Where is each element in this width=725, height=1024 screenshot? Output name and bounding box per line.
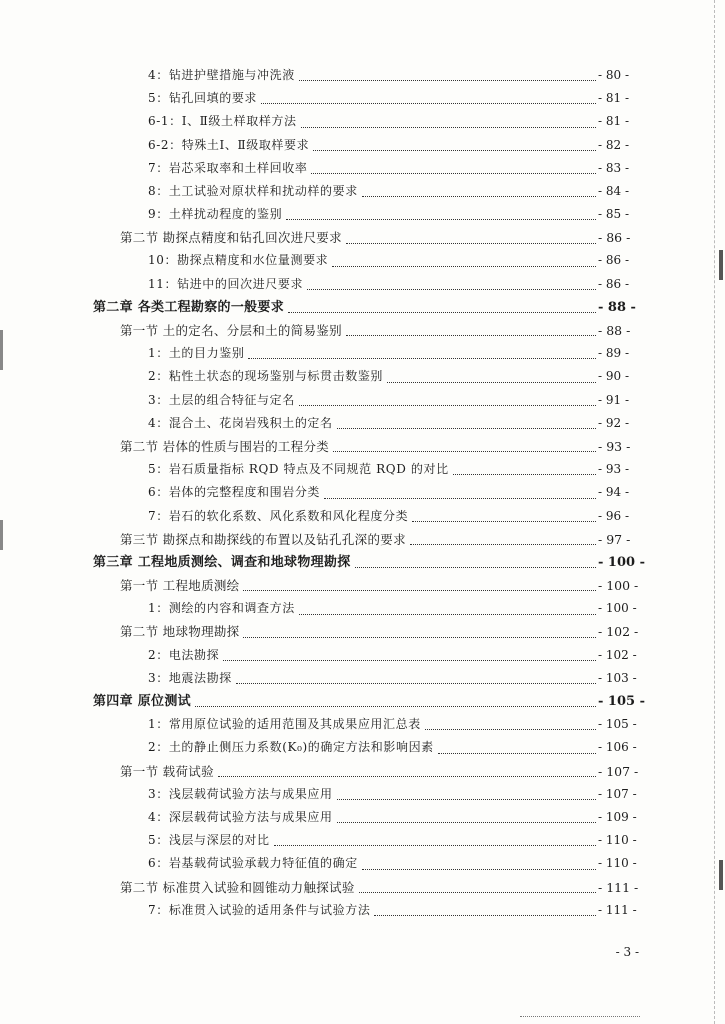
toc-entry-page: - 93 - — [598, 462, 630, 477]
toc-entry-label: 5：钻孔回填的要求 — [148, 91, 258, 106]
toc-section[interactable] — [0, 876, 640, 899]
dot-leader — [438, 752, 596, 754]
dot-leader — [243, 636, 596, 638]
toc-item[interactable] — [0, 110, 640, 133]
dot-leader — [195, 705, 596, 707]
dot-leader — [223, 659, 596, 661]
toc-item[interactable] — [0, 365, 640, 388]
dot-leader — [346, 334, 596, 336]
table-of-contents — [0, 64, 725, 922]
dot-leader — [301, 126, 596, 128]
toc-item[interactable] — [0, 899, 640, 922]
dot-leader — [299, 404, 596, 406]
toc-entry-label: 6：岩基载荷试验承载力特征值的确定 — [148, 856, 358, 871]
dot-leader — [261, 102, 596, 104]
toc-entry-page: - 83 - — [598, 160, 630, 175]
toc-entry-page: - 105 - — [598, 694, 645, 710]
toc-entry-label: 第一节 载荷试验 — [120, 763, 214, 779]
scan-mark — [0, 330, 3, 370]
toc-entry-label: 8：土工试验对原状样和扰动样的要求 — [148, 183, 358, 198]
dot-leader — [412, 520, 596, 522]
dot-leader — [299, 613, 596, 615]
dot-leader — [324, 497, 596, 499]
toc-item[interactable] — [0, 458, 640, 481]
toc-item[interactable] — [0, 134, 640, 157]
toc-item[interactable] — [0, 667, 640, 690]
toc-entry-page: - 90 - — [598, 369, 630, 384]
toc-entry-page: - 94 - — [598, 485, 630, 500]
toc-entry-page: - 85 - — [598, 207, 630, 222]
toc-entry-label: 第二章 各类工程勘察的一般要求 — [93, 299, 285, 315]
toc-entry-page: - 102 - — [598, 647, 637, 662]
toc-entry-page: - 86 - — [598, 230, 631, 246]
toc-entry-label: 2：电法勘探 — [148, 647, 220, 662]
toc-entry-label: 第二节 岩体的性质与围岩的工程分类 — [120, 438, 330, 454]
scan-mark — [719, 250, 723, 280]
toc-entry-label: 第二节 标准贯入试验和圆锥动力触探试验 — [120, 879, 355, 895]
toc-item[interactable] — [0, 829, 640, 852]
toc-entry-page: - 93 - — [598, 438, 631, 454]
scan-mark — [719, 860, 723, 890]
dot-leader — [355, 566, 596, 568]
toc-entry-page: - 96 - — [598, 508, 630, 523]
toc-entry-label: 4：钻进护壁措施与冲洗液 — [148, 67, 295, 82]
toc-entry-page: - 111 - — [598, 879, 639, 895]
toc-chapter[interactable] — [0, 690, 645, 713]
toc-entry-label: 7：标准贯入试验的适用条件与试验方法 — [148, 902, 371, 917]
toc-entry-label: 1：常用原位试验的适用范围及其成果应用汇总表 — [148, 717, 421, 732]
toc-entry-page: - 107 - — [598, 763, 639, 779]
dot-leader — [410, 543, 596, 545]
toc-entry-label: 7：岩石的软化系数、风化系数和风化程度分类 — [148, 508, 409, 523]
toc-chapter[interactable] — [0, 551, 645, 574]
toc-section[interactable] — [0, 226, 640, 249]
toc-item[interactable] — [0, 783, 640, 806]
dot-leader — [359, 891, 596, 893]
toc-entry-page: - 100 - — [598, 554, 645, 570]
toc-entry-page: - 81 - — [598, 91, 630, 106]
toc-entry-page: - 86 - — [598, 253, 630, 268]
toc-entry-label: 5：岩石质量指标 RQD 特点及不同规范 RQD 的对比 — [148, 462, 449, 477]
dot-leader — [337, 821, 596, 823]
toc-entry-page: - 92 - — [598, 415, 630, 430]
toc-item[interactable] — [0, 180, 640, 203]
toc-section[interactable] — [0, 528, 640, 551]
dot-leader — [362, 868, 596, 870]
toc-entry-page: - 82 - — [598, 137, 630, 152]
toc-item[interactable] — [0, 713, 640, 736]
toc-entry-page: - 103 - — [598, 670, 637, 685]
dot-leader — [299, 79, 596, 81]
dot-leader — [307, 288, 596, 290]
dot-leader — [332, 265, 596, 267]
toc-item[interactable] — [0, 203, 640, 226]
toc-entry-label: 10：勘探点精度和水位量测要求 — [148, 253, 329, 268]
toc-entry-label: 7：岩芯采取率和土样回收率 — [148, 160, 308, 175]
dot-leader — [286, 218, 596, 220]
toc-section[interactable] — [0, 574, 640, 597]
toc-entry-page: - 97 - — [598, 531, 631, 547]
toc-entry-page: - 102 - — [598, 624, 639, 640]
toc-entry-page: - 89 - — [598, 346, 630, 361]
dot-leader — [374, 914, 596, 916]
toc-entry-label: 3：地震法勘探 — [148, 670, 232, 685]
toc-entry-label: 5：浅层与深层的对比 — [148, 833, 270, 848]
toc-section[interactable] — [0, 435, 640, 458]
dot-leader — [243, 589, 596, 591]
toc-item[interactable] — [0, 157, 640, 180]
scan-mark — [0, 520, 3, 550]
toc-item[interactable] — [0, 412, 640, 435]
toc-entry-label: 3：土层的组合特征与定名 — [148, 392, 295, 407]
toc-entry-label: 第一节 工程地质测绘 — [120, 578, 240, 594]
toc-entry-page: - 91 - — [598, 392, 630, 407]
toc-entry-page: - 105 - — [598, 717, 637, 732]
dot-leader — [218, 775, 596, 777]
toc-entry-page: - 100 - — [598, 578, 639, 594]
toc-entry-page: - 100 - — [598, 601, 637, 616]
toc-entry-page: - 81 - — [598, 114, 630, 129]
toc-entry-page: - 107 - — [598, 786, 637, 801]
toc-entry-page: - 109 - — [598, 809, 637, 824]
toc-entry-label: 3：浅层载荷试验方法与成果应用 — [148, 786, 333, 801]
toc-entry-label: 9：土样扰动程度的鉴别 — [148, 207, 283, 222]
dot-leader — [362, 195, 596, 197]
toc-item[interactable] — [0, 481, 640, 504]
toc-entry-page: - 106 - — [598, 740, 637, 755]
scan-noise — [520, 1016, 640, 1023]
toc-entry-label: 6-2：特殊土Ⅰ、Ⅱ级取样要求 — [148, 137, 310, 152]
toc-item[interactable] — [0, 64, 640, 87]
dot-leader — [387, 381, 596, 383]
toc-entry-label: 4：混合土、花岗岩残积土的定名 — [148, 415, 333, 430]
toc-item[interactable] — [0, 87, 640, 110]
toc-entry-page: - 86 - — [598, 276, 630, 291]
toc-entry-page: - 80 - — [598, 67, 630, 82]
dot-leader — [425, 728, 596, 730]
toc-item[interactable] — [0, 250, 640, 273]
toc-entry-page: - 111 - — [598, 902, 637, 917]
dot-leader — [248, 357, 596, 359]
toc-item[interactable] — [0, 806, 640, 829]
toc-item[interactable] — [0, 505, 640, 528]
toc-item[interactable] — [0, 852, 640, 875]
dot-leader — [311, 172, 596, 174]
toc-entry-page: - 110 - — [598, 856, 637, 871]
page-number: - 3 - — [615, 945, 639, 959]
toc-item[interactable] — [0, 644, 640, 667]
toc-item[interactable] — [0, 342, 640, 365]
dot-leader — [453, 473, 596, 475]
toc-entry-label: 第三节 勘探点和勘探线的布置以及钻孔孔深的要求 — [120, 531, 406, 547]
toc-entry-label: 第三章 工程地质测绘、调查和地球物理勘探 — [93, 554, 351, 570]
dot-leader — [333, 450, 596, 452]
toc-entry-label: 2：粘性土状态的现场鉴别与标贯击数鉴别 — [148, 369, 384, 384]
toc-entry-label: 6：岩体的完整程度和围岩分类 — [148, 485, 321, 500]
toc-section[interactable] — [0, 621, 640, 644]
toc-item[interactable] — [0, 736, 640, 759]
toc-entry-label: 11：钻进中的回次进尺要求 — [148, 276, 304, 291]
toc-entry-page: - 84 - — [598, 183, 630, 198]
toc-entry-label: 第一节 土的定名、分层和土的简易鉴别 — [120, 323, 342, 339]
toc-chapter[interactable] — [0, 296, 640, 319]
toc-entry-label: 2：土的静止侧压力系数(K₀)的确定方法和影响因素 — [148, 740, 434, 755]
toc-item[interactable] — [0, 273, 640, 296]
toc-item[interactable] — [0, 597, 640, 620]
toc-entry-label: 第二节 地球物理勘探 — [120, 624, 240, 640]
dot-leader — [288, 311, 596, 313]
toc-entry-label: 4：深层载荷试验方法与成果应用 — [148, 809, 333, 824]
toc-entry-page: - 88 - — [598, 299, 636, 315]
toc-entry-label: 第四章 原位测试 — [93, 694, 191, 710]
toc-section[interactable] — [0, 760, 640, 783]
toc-entry-page: - 110 - — [598, 833, 637, 848]
dot-leader — [346, 242, 596, 244]
dot-leader — [274, 844, 596, 846]
toc-entry-page: - 88 - — [598, 323, 631, 339]
toc-entry-label: 1：土的目力鉴别 — [148, 346, 245, 361]
toc-entry-label: 1：测绘的内容和调查方法 — [148, 601, 295, 616]
dot-leader — [236, 682, 596, 684]
dot-leader — [337, 427, 596, 429]
dot-leader — [313, 149, 596, 151]
toc-entry-label: 第二节 勘探点精度和钻孔回次进尺要求 — [120, 230, 342, 246]
toc-entry-label: 6-1：Ⅰ、Ⅱ级土样取样方法 — [148, 114, 297, 129]
toc-item[interactable] — [0, 389, 640, 412]
dot-leader — [337, 798, 596, 800]
toc-section[interactable] — [0, 319, 640, 342]
